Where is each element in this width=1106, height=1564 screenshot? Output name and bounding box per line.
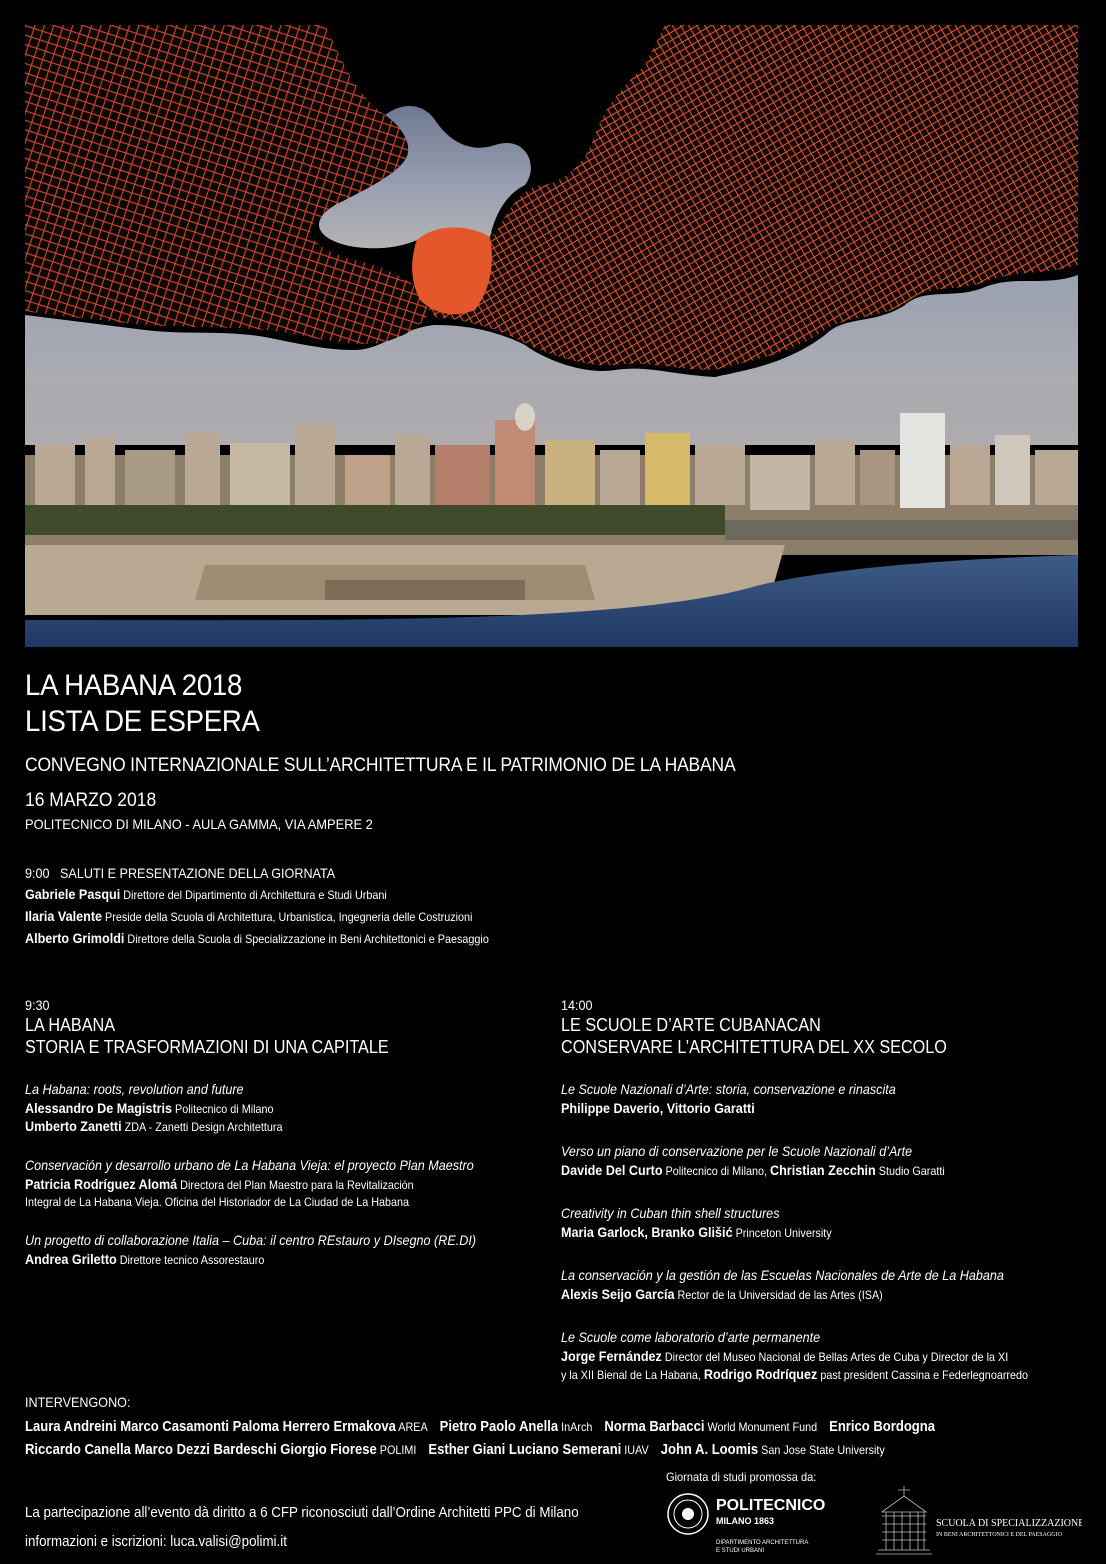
intervengono-list [25, 1416, 935, 1462]
opening-speaker: Alberto Grimoldi Direttore della Scuola di Specializzazione in Beni Architettonici e Paesaggio [25, 930, 489, 946]
scuola-line-1: SCUOLA DI SPECIALIZZAZIONE [936, 1518, 1082, 1529]
talk-speaker-cont: Integral de La Habana Vieja. Oficina del Historiador de La Ciudad de La Habana [25, 1195, 410, 1209]
scuola-logo [872, 1482, 1082, 1558]
afternoon-session [561, 996, 1083, 1384]
polimi-dept-1: DIPARTIMENTO ARCHITETTURA [716, 1540, 809, 1546]
promo-text: Giornata di studi promossa da: [666, 1470, 817, 1484]
talk-title: La conservación y la gestión de las Escuelas Nacionales de Arte de La Habana [561, 1267, 1004, 1283]
talk [561, 1080, 1083, 1118]
talk-speaker: Alexis Seijo García Rector de la Universidad de las Artes (ISA) [561, 1286, 883, 1302]
talk [561, 1266, 1083, 1304]
event-title [25, 668, 260, 740]
title-line-1: LA HABANA 2018 [25, 669, 243, 702]
talk-speaker: Jorge Fernández Director del Museo Nacional de Bellas Artes de Cuba y Director de la XI [561, 1348, 1009, 1364]
contact-info: informazioni e iscrizioni: luca.valisi@polimi.it [25, 1534, 287, 1550]
talk-speaker: y la XII Bienal de La Habana, Rodrigo Rodríquez past president Cassina e Federlegnoarredo [561, 1366, 1029, 1382]
event-subtitle: CONVEGNO INTERNAZIONALE SULL’ARCHITETTURA E IL PATRIMONIO DE LA HABANA [25, 755, 736, 776]
talk-title: Un progetto di collaborazione Italia – Cuba: il centro REstauro y DIsegno (RE.DI) [25, 1232, 477, 1248]
opening-time: 9:00 [25, 865, 50, 881]
talk-speaker: Umberto Zanetti ZDA - Zanetti Design Architettura [25, 1118, 283, 1134]
talk-speaker: Andrea Griletto Direttore tecnico Assorestauro [25, 1251, 265, 1267]
building-icon [876, 1486, 932, 1554]
title-line-2: LISTA DE ESPERA [25, 705, 260, 738]
talk-speaker: Patricia Rodríguez Alomá Directora del Plan Maestro para la Revitalización [25, 1176, 414, 1192]
talk-speaker: Alessandro De Magistris Politecnico di Milano [25, 1100, 274, 1116]
talk-title: Creativity in Cuban thin shell structures [561, 1205, 780, 1221]
talk [25, 1231, 529, 1269]
afternoon-time: 14:00 [561, 997, 593, 1013]
polimi-logo [666, 1492, 856, 1558]
talk [25, 1156, 529, 1211]
talk [561, 1328, 1083, 1384]
talk [25, 1080, 529, 1136]
talk-title: La Habana: roots, revolution and future [25, 1081, 244, 1097]
hero-image [25, 25, 1078, 647]
polimi-sub: MILANO 1863 [716, 1516, 775, 1526]
talk-title: Verso un piano di conservazione per le Scuole Nazionali d’Arte [561, 1143, 913, 1159]
talk-title: Le Scuole Nazionali d’Arte: storia, conservazione e rinascita [561, 1081, 896, 1097]
polimi-name: POLITECNICO [716, 1497, 826, 1514]
morning-time: 9:30 [25, 997, 50, 1013]
opening-heading: SALUTI E PRESENTAZIONE DELLA GIORNATA [60, 865, 336, 881]
talk [561, 1204, 1083, 1242]
opening-speaker: Ilaria Valente Preside della Scuola di Architettura, Urbanistica, Ingegneria delle Costruzioni [25, 908, 473, 924]
talk-speaker: Maria Garlock, Branko Glišić Princeton University [561, 1224, 832, 1240]
event-date: 16 MARZO 2018 [25, 790, 157, 811]
cfp-note: La partecipazione all’evento dà diritto a 6 CFP riconosciuti dall’Ordine Architetti PPC di Milano [25, 1505, 579, 1521]
intervengono-heading: INTERVENGONO: [25, 1394, 131, 1410]
intervengono-row: Riccardo Canella Marco Dezzi Bardeschi Giorgio Fiorese POLIMI Esther Giani Luciano Semerani IUAV John A. Loomis San Jose State University [25, 1442, 885, 1458]
talk-title: Conservación y desarrollo urbano de La Habana Vieja: el proyecto Plan Maestro [25, 1157, 474, 1173]
morning-session [25, 996, 529, 1269]
opening-session [25, 864, 489, 948]
morning-heading-1: LA HABANA [25, 1015, 116, 1035]
talk-speaker: Davide Del Curto Politecnico di Milano, Christian Zecchin Studio Garatti [561, 1162, 945, 1178]
morning-heading-2: STORIA E TRASFORMAZIONI DI UNA CAPITALE [25, 1037, 389, 1057]
intervengono-row: Laura Andreini Marco Casamonti Paloma Herrero Ermakova AREA Pietro Paolo Anella InArch Norma Barbacci World Monument Fund Enrico Bordogna [25, 1419, 935, 1435]
talk-speaker: Philippe Daverio, Vittorio Garatti [561, 1100, 755, 1116]
afternoon-heading-1: LE SCUOLE D’ARTE CUBANACAN [561, 1015, 821, 1035]
event-venue: POLITECNICO DI MILANO - AULA GAMMA, VIA AMPERE 2 [25, 816, 373, 832]
polimi-dept-2: E STUDI URBANI [716, 1548, 765, 1554]
talk-title: Le Scuole come laboratorio d’arte permanente [561, 1329, 821, 1345]
afternoon-heading-2: CONSERVARE L’ARCHITETTURA DEL XX SECOLO [561, 1037, 947, 1057]
opening-speaker: Gabriele Pasqui Direttore del Dipartimento di Architettura e Studi Urbani [25, 886, 387, 902]
talk [561, 1142, 1083, 1180]
scuola-line-2: IN BENI ARCHITETTONICI E DEL PAESAGGIO [936, 1532, 1062, 1538]
